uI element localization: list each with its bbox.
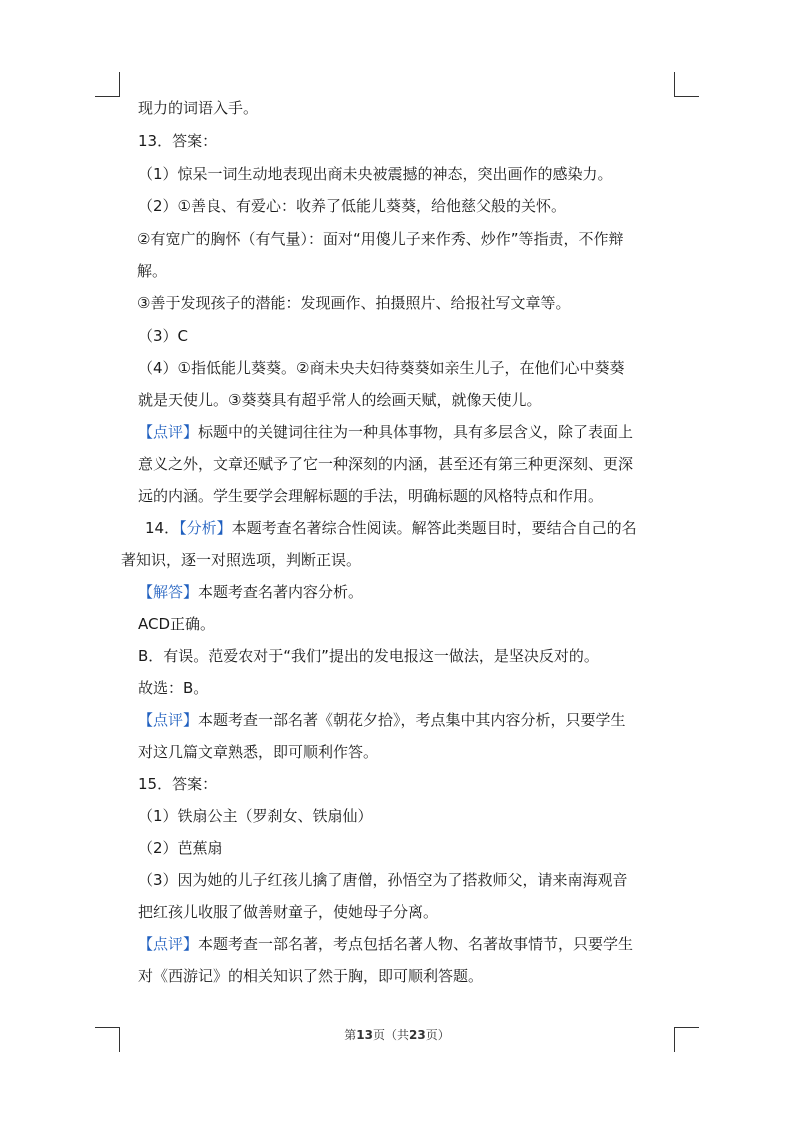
text-line: 对这几篇文章熟悉，即可顺利作答。 — [138, 743, 379, 761]
text-line: 著知识，逐一对照选项，判断正误。 — [121, 551, 362, 569]
total-pages: 23 — [409, 1028, 426, 1042]
answer-item: （1）铁扇公主（罗刹女、铁扇仙） — [138, 807, 373, 825]
answer-item: （4）①指低能儿葵葵。②商未央夫妇待葵葵如亲生儿子，在他们心中葵葵 — [138, 359, 625, 377]
comment-tag: 【点评】 — [138, 423, 199, 441]
text-line: 对《西游记》的相关知识了然于胸，即可顺利答题。 — [138, 967, 484, 985]
text-line: 现力的词语入手。 — [138, 99, 259, 117]
comment-tag: 【点评】 — [138, 935, 199, 953]
answer-item: （3）C — [138, 327, 189, 345]
text-line: 把红孩儿收服了做善财童子，使她母子分离。 — [138, 903, 439, 921]
comment-paragraph: 【点评】标题中的关键词往往为一种具体事物，具有多层含义，除了表面上 — [138, 423, 634, 441]
text-line: 意义之外，文章还赋予了它一种深刻的内涵，甚至还有第三种更深刻、更深 — [138, 455, 634, 473]
analysis-tag: 【分析】 — [179, 519, 232, 537]
text-line: 解。 — [137, 262, 168, 280]
text-line: ACD正确。 — [138, 615, 216, 633]
text-line: 远的内涵。学生要学会理解标题的手法，明确标题的风格特点和作用。 — [138, 487, 604, 505]
crop-mark-top-right-vertical — [674, 72, 675, 96]
page-number: 13 — [356, 1028, 373, 1042]
crop-mark-top-right-horizontal — [674, 96, 699, 97]
question-15-header: 15．答案： — [138, 775, 218, 793]
question-14-analysis: 14．【分析】本题考查名著综合性阅读。解答此类题目时，要结合自己的名 — [145, 519, 637, 537]
text-line: 故选：B。 — [138, 679, 209, 697]
solution-paragraph: 【解答】本题考查名著内容分析。 — [138, 583, 364, 601]
crop-mark-top-left-vertical — [119, 72, 120, 96]
comment-paragraph: 【点评】本题考查一部名著，考点包括名著人物、名著故事情节，只要学生 — [138, 935, 634, 953]
answer-item: （2）芭蕉扇 — [138, 839, 223, 857]
comment-tag: 【点评】 — [138, 711, 199, 729]
text-line: ②有宽广的胸怀（有气量）：面对“用傻儿子来作秀、炒作”等指责，不作辩 — [137, 230, 624, 248]
text-line: 就是天使儿。③葵葵具有超乎常人的绘画天赋，就像天使儿。 — [138, 391, 542, 409]
answer-item: （3）因为她的儿子红孩儿擒了唐僧，孙悟空为了搭救师父，请来南海观音 — [138, 871, 628, 889]
page-footer: 第13页（共23页） — [344, 1028, 450, 1042]
crop-mark-top-left-horizontal — [95, 96, 120, 97]
text-line: ③善于发现孩子的潜能：发现画作、拍摄照片、给报社写文章等。 — [137, 294, 571, 312]
solution-tag: 【解答】 — [138, 583, 199, 601]
text-line: B．有误。范爱农对于“我们”提出的发电报这一做法，是坚决反对的。 — [138, 647, 599, 665]
comment-paragraph: 【点评】本题考查一部名著《朝花夕拾》，考点集中其内容分析，只要学生 — [138, 711, 626, 729]
answer-item: （1）惊呆一词生动地表现出商未央被震撼的神态，突出画作的感染力。 — [138, 165, 613, 183]
question-13-header: 13．答案： — [138, 132, 218, 150]
answer-item: （2）①善良、有爱心：收养了低能儿葵葵，给他慈父般的关怀。 — [138, 197, 566, 215]
